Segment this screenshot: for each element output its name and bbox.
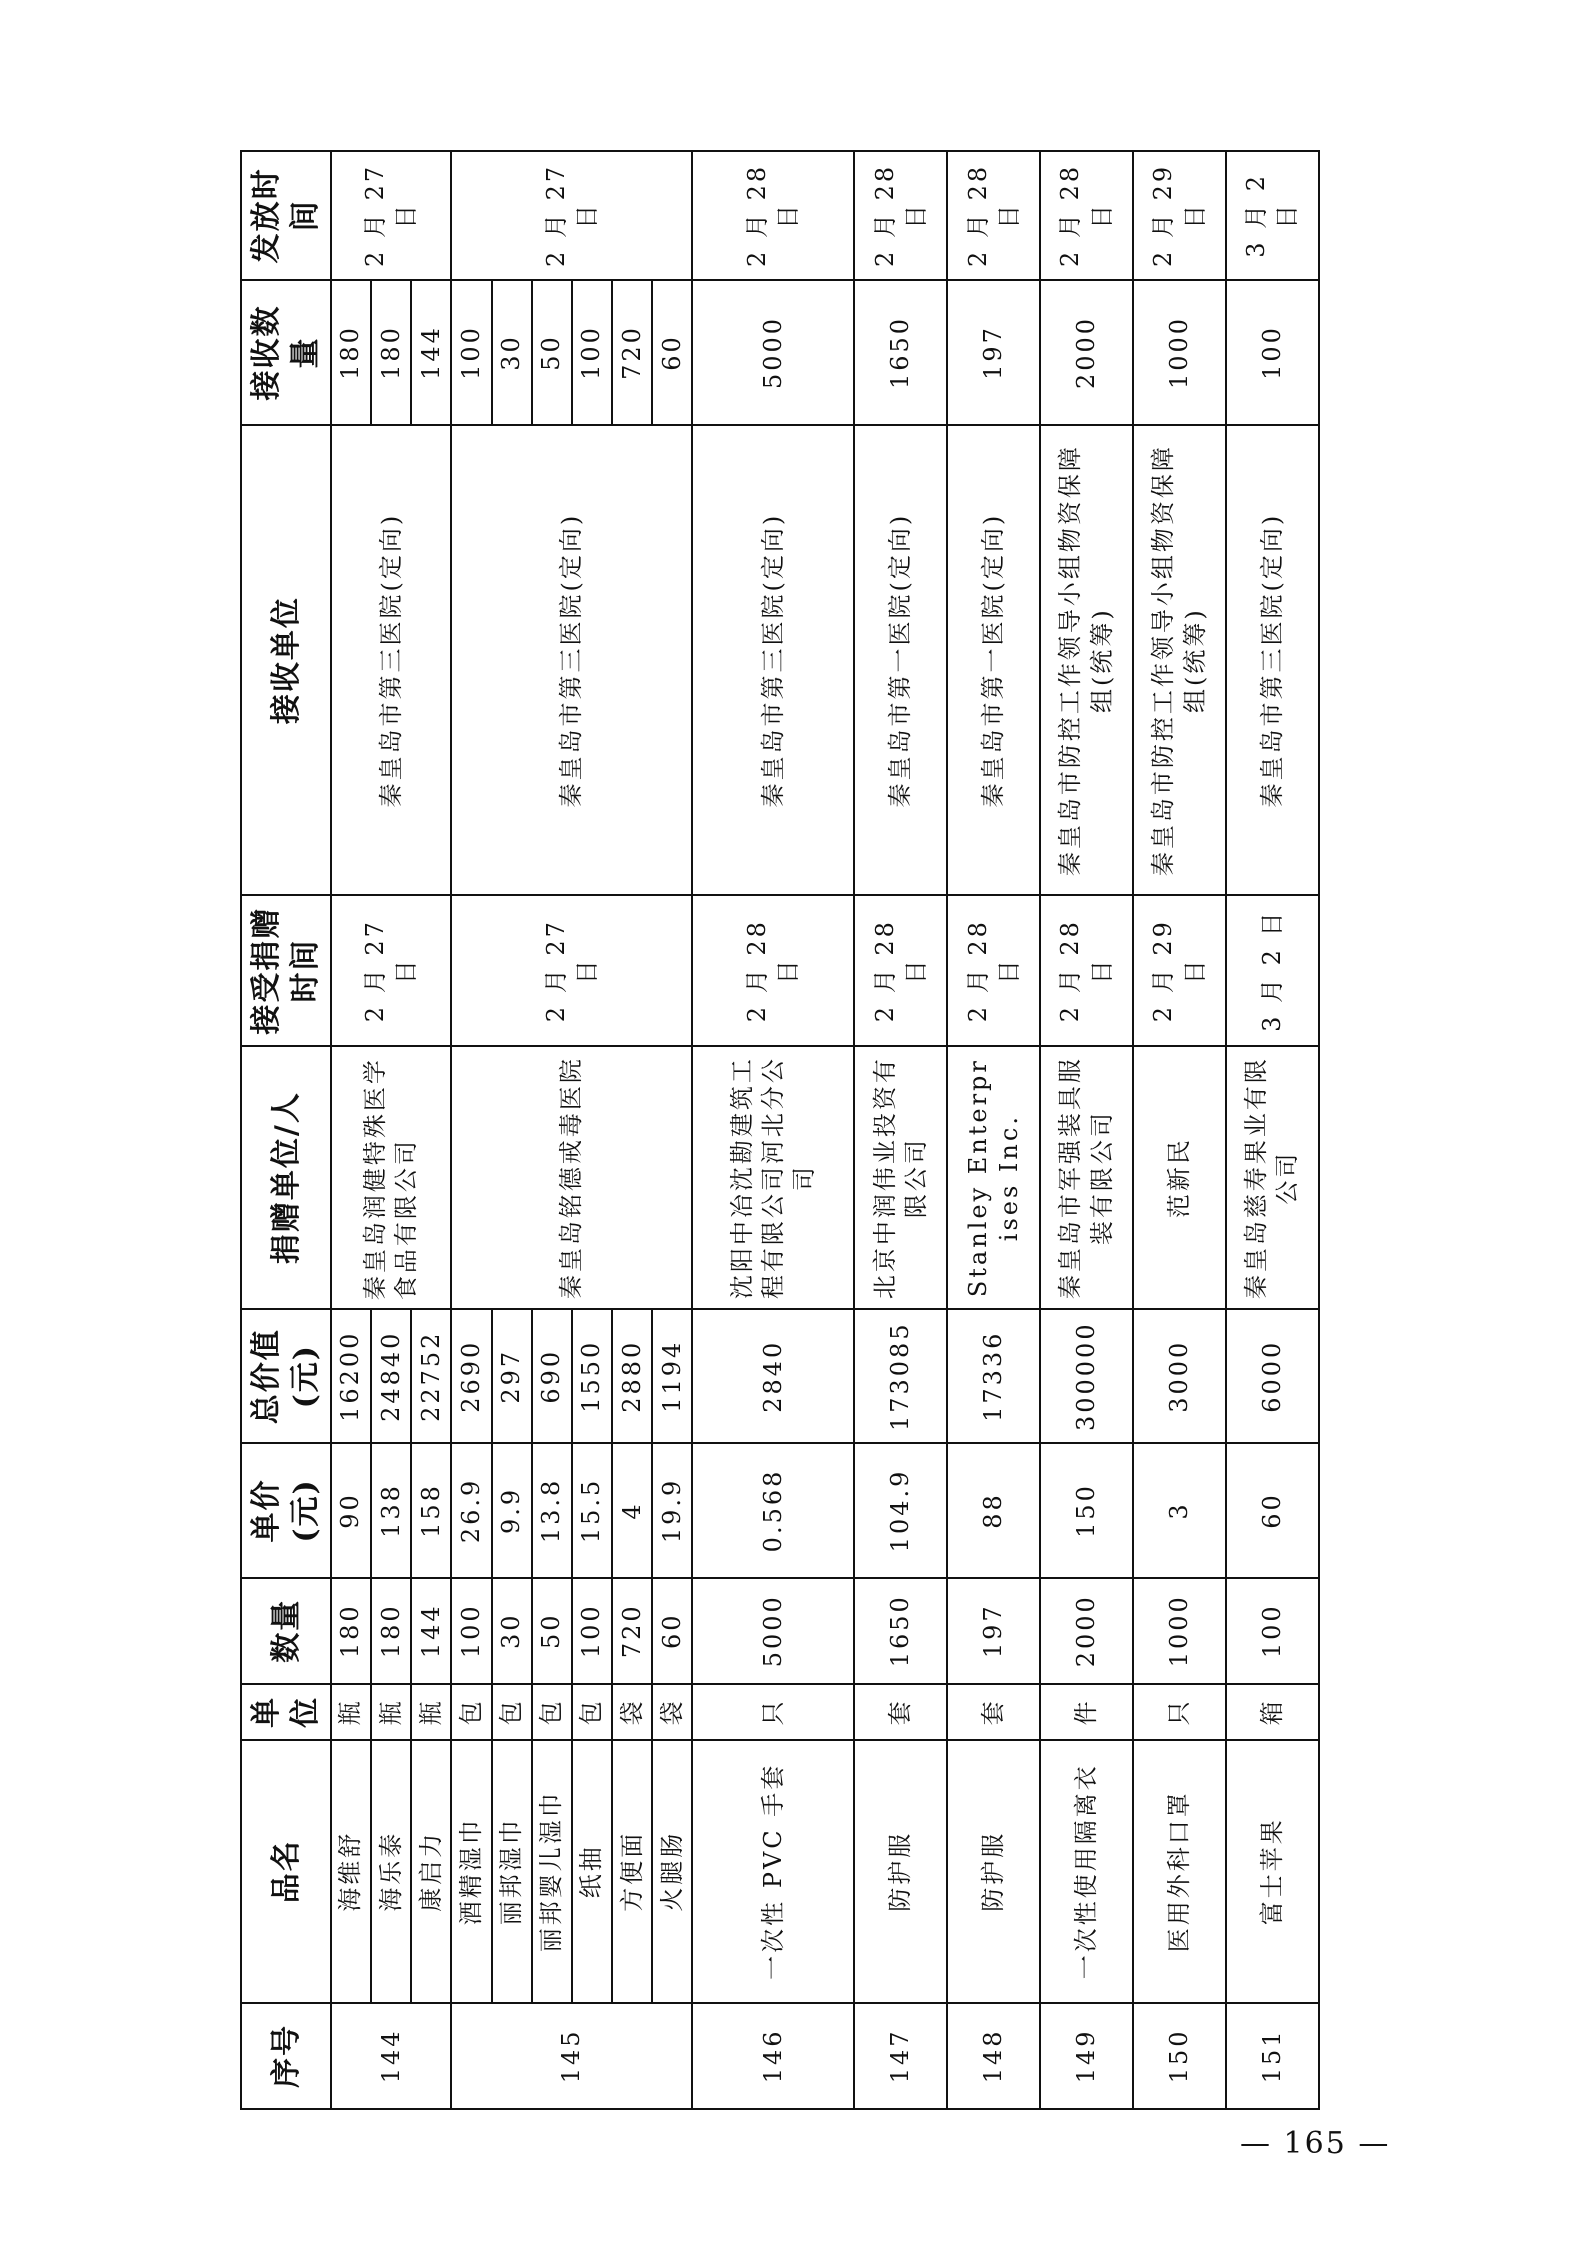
cell-donor: Stanley Enterprises Inc. bbox=[947, 1046, 1040, 1309]
cell-donate-time: 2 月 29 日 bbox=[1133, 895, 1226, 1046]
cell-unit: 件 bbox=[1040, 1684, 1133, 1740]
header-recv-qty: 接收数量 bbox=[241, 280, 331, 425]
header-donor: 捐赠单位/人 bbox=[241, 1046, 331, 1309]
cell-donate-time: 2 月 28 日 bbox=[1040, 895, 1133, 1046]
cell-donor: 沈阳中冶沈勘建筑工程有限公司河北分公司 bbox=[692, 1046, 854, 1309]
cell-total: 6000 bbox=[1226, 1309, 1319, 1443]
cell-dist-time: 2 月 28 日 bbox=[692, 151, 854, 280]
cell-total: 2840 bbox=[692, 1309, 854, 1443]
cell-donor: 范新民 bbox=[1133, 1046, 1226, 1309]
cell-donor: 秦皇岛润健特殊医学食品有限公司 bbox=[331, 1046, 451, 1309]
cell-unit: 箱 bbox=[1226, 1684, 1319, 1740]
cell-price: 3 bbox=[1133, 1443, 1226, 1577]
cell-qty: 144 bbox=[411, 1578, 451, 1684]
header-seq: 序号 bbox=[241, 2003, 331, 2109]
cell-price: 26.9 bbox=[451, 1443, 491, 1577]
cell-recipient: 秦皇岛市第三医院(定向) bbox=[692, 425, 854, 895]
cell-name: 方便面 bbox=[612, 1740, 652, 2003]
cell-recv-qty: 144 bbox=[411, 280, 451, 425]
header-total: 总价值(元) bbox=[241, 1309, 331, 1443]
cell-total: 17336 bbox=[947, 1309, 1040, 1443]
cell-recipient: 秦皇岛市防控工作领导小组物资保障组(统筹) bbox=[1040, 425, 1133, 895]
cell-recv-qty: 1650 bbox=[854, 280, 947, 425]
cell-dist-time: 2 月 28 日 bbox=[1040, 151, 1133, 280]
cell-qty: 50 bbox=[532, 1578, 572, 1684]
cell-total: 3000 bbox=[1133, 1309, 1226, 1443]
table-header-row bbox=[241, 151, 331, 2109]
cell-recv-qty: 50 bbox=[532, 280, 572, 425]
cell-qty: 1000 bbox=[1133, 1578, 1226, 1684]
cell-unit: 只 bbox=[1133, 1684, 1226, 1740]
cell-qty: 5000 bbox=[692, 1578, 854, 1684]
cell-total: 24840 bbox=[371, 1309, 411, 1443]
header-name: 品名 bbox=[241, 1740, 331, 2003]
cell-name: 酒精湿巾 bbox=[451, 1740, 491, 2003]
cell-total: 1550 bbox=[572, 1309, 612, 1443]
cell-seq: 151 bbox=[1226, 2003, 1319, 2109]
cell-price: 158 bbox=[411, 1443, 451, 1577]
cell-donor: 北京中润伟业投资有限公司 bbox=[854, 1046, 947, 1309]
header-unit: 单位 bbox=[241, 1684, 331, 1740]
cell-price: 104.9 bbox=[854, 1443, 947, 1577]
cell-donate-time: 2 月 27 日 bbox=[451, 895, 692, 1046]
cell-name: 一次性使用隔离衣 bbox=[1040, 1740, 1133, 2003]
cell-recipient: 秦皇岛市第三医院(定向) bbox=[451, 425, 692, 895]
cell-name: 康启力 bbox=[411, 1740, 451, 2003]
cell-recv-qty: 60 bbox=[652, 280, 692, 425]
donation-table bbox=[240, 150, 1320, 2110]
cell-seq: 147 bbox=[854, 2003, 947, 2109]
cell-price: 0.568 bbox=[692, 1443, 854, 1577]
cell-price: 15.5 bbox=[572, 1443, 612, 1577]
cell-dist-time: 2 月 27 日 bbox=[331, 151, 451, 280]
table-row bbox=[1226, 151, 1319, 2109]
rotated-table-container bbox=[240, 150, 1320, 2110]
cell-qty: 30 bbox=[492, 1578, 532, 1684]
cell-qty: 1650 bbox=[854, 1578, 947, 1684]
header-qty: 数量 bbox=[241, 1578, 331, 1684]
cell-total: 173085 bbox=[854, 1309, 947, 1443]
cell-donor: 秦皇岛铭德戒毒医院 bbox=[451, 1046, 692, 1309]
cell-price: 9.9 bbox=[492, 1443, 532, 1577]
cell-qty: 180 bbox=[331, 1578, 371, 1684]
table-row bbox=[854, 151, 947, 2109]
cell-unit: 包 bbox=[572, 1684, 612, 1740]
cell-qty: 197 bbox=[947, 1578, 1040, 1684]
cell-price: 150 bbox=[1040, 1443, 1133, 1577]
cell-qty: 720 bbox=[612, 1578, 652, 1684]
cell-donate-time: 2 月 27 日 bbox=[331, 895, 451, 1046]
cell-price: 88 bbox=[947, 1443, 1040, 1577]
cell-total: 690 bbox=[532, 1309, 572, 1443]
cell-seq: 146 bbox=[692, 2003, 854, 2109]
cell-name: 海维舒 bbox=[331, 1740, 371, 2003]
cell-price: 90 bbox=[331, 1443, 371, 1577]
cell-recv-qty: 2000 bbox=[1040, 280, 1133, 425]
table-row bbox=[1040, 151, 1133, 2109]
cell-recipient: 秦皇岛市第三医院(定向) bbox=[331, 425, 451, 895]
cell-total: 16200 bbox=[331, 1309, 371, 1443]
cell-total: 2880 bbox=[612, 1309, 652, 1443]
cell-recv-qty: 5000 bbox=[692, 280, 854, 425]
cell-recv-qty: 30 bbox=[492, 280, 532, 425]
cell-recv-qty: 100 bbox=[572, 280, 612, 425]
cell-name: 纸抽 bbox=[572, 1740, 612, 2003]
cell-unit: 包 bbox=[451, 1684, 491, 1740]
cell-name: 防护服 bbox=[947, 1740, 1040, 2003]
cell-qty: 100 bbox=[1226, 1578, 1319, 1684]
cell-name: 防护服 bbox=[854, 1740, 947, 2003]
cell-qty: 100 bbox=[572, 1578, 612, 1684]
header-donate-time: 接受捐赠时间 bbox=[241, 895, 331, 1046]
cell-unit: 套 bbox=[947, 1684, 1040, 1740]
cell-name: 医用外科口罩 bbox=[1133, 1740, 1226, 2003]
cell-name: 一次性 PVC 手套 bbox=[692, 1740, 854, 2003]
cell-recv-qty: 720 bbox=[612, 280, 652, 425]
cell-dist-time: 2 月 28 日 bbox=[947, 151, 1040, 280]
cell-dist-time: 2 月 28 日 bbox=[854, 151, 947, 280]
cell-unit: 只 bbox=[692, 1684, 854, 1740]
cell-donate-time: 3 月 2 日 bbox=[1226, 895, 1319, 1046]
cell-recv-qty: 197 bbox=[947, 280, 1040, 425]
cell-unit: 包 bbox=[532, 1684, 572, 1740]
cell-qty: 180 bbox=[371, 1578, 411, 1684]
cell-recipient: 秦皇岛市第一医院(定向) bbox=[947, 425, 1040, 895]
table-row bbox=[451, 151, 491, 2109]
table-row bbox=[692, 151, 854, 2109]
cell-name: 丽邦湿巾 bbox=[492, 1740, 532, 2003]
cell-qty: 100 bbox=[451, 1578, 491, 1684]
cell-unit: 包 bbox=[492, 1684, 532, 1740]
cell-total: 300000 bbox=[1040, 1309, 1133, 1443]
cell-recipient: 秦皇岛市第一医院(定向) bbox=[854, 425, 947, 895]
cell-unit: 袋 bbox=[652, 1684, 692, 1740]
cell-unit: 瓶 bbox=[411, 1684, 451, 1740]
cell-recv-qty: 100 bbox=[1226, 280, 1319, 425]
cell-recipient: 秦皇岛市第三医院(定向) bbox=[1226, 425, 1319, 895]
cell-seq: 144 bbox=[331, 2003, 451, 2109]
cell-donate-time: 2 月 28 日 bbox=[692, 895, 854, 1046]
cell-unit: 套 bbox=[854, 1684, 947, 1740]
cell-total: 297 bbox=[492, 1309, 532, 1443]
cell-recv-qty: 180 bbox=[331, 280, 371, 425]
cell-name: 丽邦婴儿湿巾 bbox=[532, 1740, 572, 2003]
cell-seq: 148 bbox=[947, 2003, 1040, 2109]
table-row bbox=[331, 151, 371, 2109]
cell-donor: 秦皇岛慈寿果业有限公司 bbox=[1226, 1046, 1319, 1309]
cell-price: 138 bbox=[371, 1443, 411, 1577]
cell-dist-time: 2 月 29 日 bbox=[1133, 151, 1226, 280]
cell-price: 13.8 bbox=[532, 1443, 572, 1577]
cell-recv-qty: 1000 bbox=[1133, 280, 1226, 425]
cell-name: 火腿肠 bbox=[652, 1740, 692, 2003]
table-row bbox=[947, 151, 1040, 2109]
cell-recv-qty: 180 bbox=[371, 280, 411, 425]
cell-total: 1194 bbox=[652, 1309, 692, 1443]
cell-seq: 149 bbox=[1040, 2003, 1133, 2109]
cell-price: 60 bbox=[1226, 1443, 1319, 1577]
cell-unit: 瓶 bbox=[331, 1684, 371, 1740]
cell-price: 19.9 bbox=[652, 1443, 692, 1577]
cell-donate-time: 2 月 28 日 bbox=[854, 895, 947, 1046]
cell-seq: 150 bbox=[1133, 2003, 1226, 2109]
cell-name: 富士苹果 bbox=[1226, 1740, 1319, 2003]
cell-unit: 瓶 bbox=[371, 1684, 411, 1740]
cell-dist-time: 2 月 27 日 bbox=[451, 151, 692, 280]
header-dist-time: 发放时间 bbox=[241, 151, 331, 280]
cell-unit: 袋 bbox=[612, 1684, 652, 1740]
page-number: — 165 — bbox=[1240, 2126, 1391, 2161]
cell-qty: 2000 bbox=[1040, 1578, 1133, 1684]
cell-total: 2690 bbox=[451, 1309, 491, 1443]
cell-seq: 145 bbox=[451, 2003, 692, 2109]
cell-name: 海乐泰 bbox=[371, 1740, 411, 2003]
cell-total: 22752 bbox=[411, 1309, 451, 1443]
cell-donor: 秦皇岛市军强装具服装有限公司 bbox=[1040, 1046, 1133, 1309]
cell-dist-time: 3 月 2 日 bbox=[1226, 151, 1319, 280]
cell-recipient: 秦皇岛市防控工作领导小组物资保障组(统筹) bbox=[1133, 425, 1226, 895]
cell-qty: 60 bbox=[652, 1578, 692, 1684]
cell-price: 4 bbox=[612, 1443, 652, 1577]
table-row bbox=[1133, 151, 1226, 2109]
header-price: 单价(元) bbox=[241, 1443, 331, 1577]
cell-recv-qty: 100 bbox=[451, 280, 491, 425]
header-recipient: 接收单位 bbox=[241, 425, 331, 895]
cell-donate-time: 2 月 28 日 bbox=[947, 895, 1040, 1046]
